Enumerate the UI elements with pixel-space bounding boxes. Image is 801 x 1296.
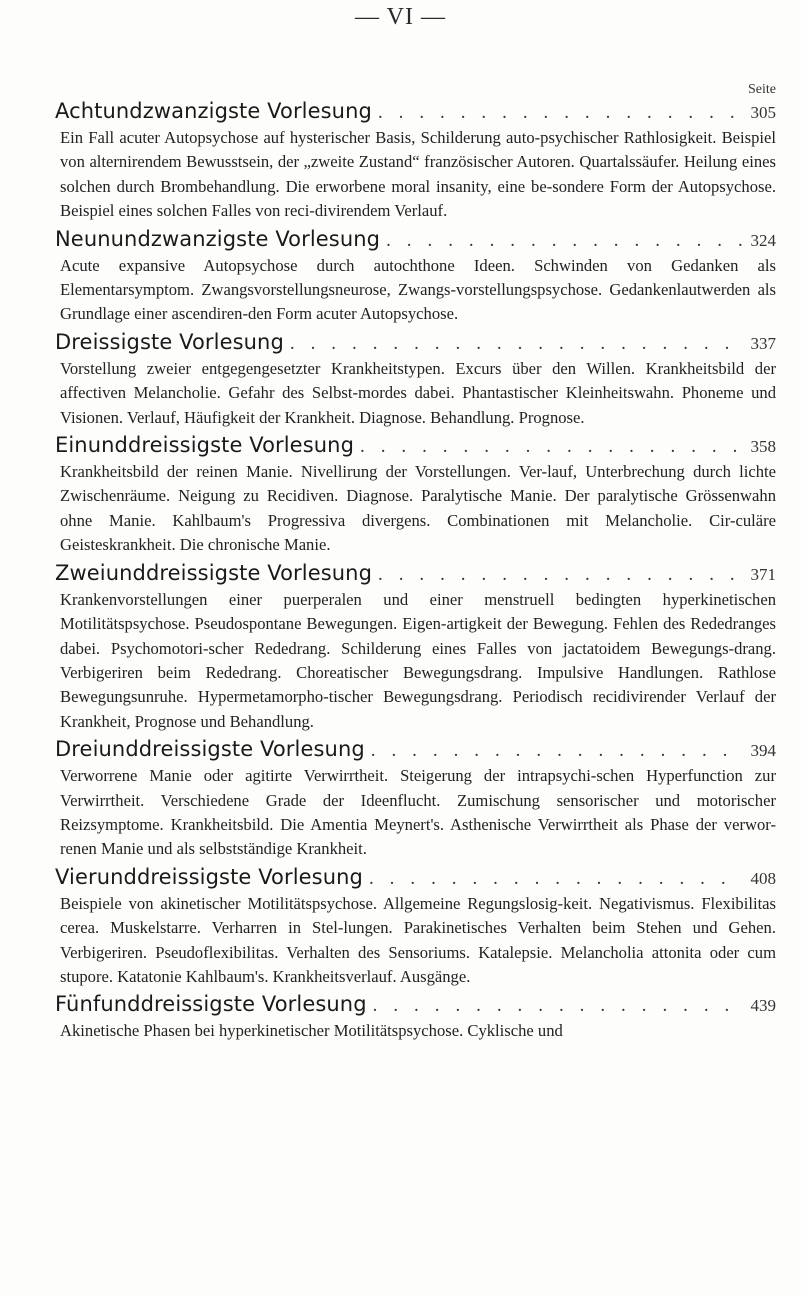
toc-entry [55, 864, 776, 990]
toc-entry [55, 560, 776, 734]
lecture-summary: Akinetische Phasen bei hyperkinetischer Motilitätspsychose. Cyklische und [60, 1021, 563, 1041]
toc-entry-head [55, 329, 776, 357]
page-number: 371 [750, 564, 776, 584]
page-number: 408 [750, 868, 776, 888]
toc-entry [55, 226, 776, 327]
toc-entry-head [55, 991, 776, 1019]
toc-entry [55, 98, 776, 224]
lecture-summary: Krankheitsbild der reinen Manie. Nivellirung der Vorstellungen. Ver-lauf, Unterbrechung durch lichte Zwischenräume. Neigung zu Recidiven. Diagnose. Paralytische Manie. Der paralytische Grössenwahn ohne Manie. Kahlbaum's Progressiva divergens. Combinationen mit Melancholie. Cir-culäre Geisteskrankheit. Die chronische Manie. [60, 462, 776, 555]
lecture-summary: Acute expansive Autopsychose durch autochthone Ideen. Schwinden von Gedanken als Elementarsymptom. Zwangsvorstellungsneurose, Zwangs-vorstellungspsychose. Gedankenlautwerden als Grundlage einer ascendiren-den Form acuter Autopsychose. [60, 255, 776, 324]
page-number: 305 [750, 103, 776, 122]
page-number: 394 [750, 741, 776, 761]
dot-leader [371, 737, 742, 764]
lecture-summary: Vorstellung zweier entgegengesetzter Krankheitstypen. Excurs über den Willen. Krankheitsbild der affectiven Melancholie. Gefahr des Selbst-mordes dabei. Phantastischer Kleinheitswahn. Phoneme und Visionen. Verlauf, Häufigkeit der Krankheit. Diagnose. Behandlung. Prognose. [60, 358, 776, 427]
dot-leader [378, 561, 742, 588]
toc-entry-head [55, 226, 776, 254]
lecture-title: Vierunddreissigste Vorlesung [55, 864, 363, 889]
toc-entry-head [55, 432, 776, 460]
lecture-title: Neunundzwanzigste Vorlesung [55, 226, 381, 251]
lecture-title: Achtundzwanzigste Vorlesung [55, 99, 372, 123]
page-number: 324 [750, 230, 776, 250]
page-number: 337 [750, 333, 776, 353]
lecture-title: Fünfunddreissigste Vorlesung [55, 992, 367, 1017]
page-number: 358 [750, 437, 776, 457]
toc-entry [55, 432, 776, 558]
dot-leader [373, 992, 742, 1019]
dot-leader [378, 99, 742, 126]
toc-entry-head [55, 560, 776, 588]
lecture-title: Einunddreissigste Vorlesung [55, 433, 354, 458]
toc-entry [55, 736, 776, 862]
toc-entry-head [55, 736, 776, 764]
lecture-title: Dreiunddreissigste Vorlesung [55, 737, 365, 762]
lecture-title: Zweiunddreissigste Vorlesung [55, 560, 372, 585]
toc-entry [55, 329, 776, 430]
seite-column-label: Seite [748, 82, 776, 97]
toc-entry-head [55, 864, 776, 892]
table-of-contents [55, 98, 776, 1046]
lecture-title: Dreissigste Vorlesung [55, 329, 284, 354]
dot-leader [369, 865, 742, 892]
toc-entry-head [55, 98, 776, 126]
lecture-summary: Verworrene Manie oder agitirte Verwirrtheit. Steigerung der intrapsychi-schen Hyperfunction zur Verwirrtheit. Verschiedene Grade der Ideenflucht. Zumischung sensorischer und motorischer Reizsymptome. Krankheitsbild. Die Amentia Meynert's. Asthenische Verwirrtheit als Phase der verwor-renen Manie und als selbstständige Krankheit. [60, 766, 776, 859]
lecture-summary: Ein Fall acuter Autopsychose auf hysterischer Basis, Schilderung auto-psychischer Rathlosigkeit. Beispiel von alternirendem Bewusstsein, der „zweite Zustand“ französischer Autoren. Quartalssäufer. Heilung eines solchen durch Brombehandlung. Die erworbene moral insanity, eine be-sondere Form der Autopsychose. Beispiel eines solchen Falles von reci-divirendem Verlauf. [60, 128, 776, 221]
page-number: 439 [750, 996, 776, 1016]
dot-leader [386, 227, 742, 254]
running-head: — VI — [355, 4, 446, 30]
dot-leader [290, 330, 742, 357]
lecture-summary: Krankenvorstellungen einer puerperalen und einer menstruell bedingten hyperkinetischen Motilitätspsychose. Pseudospontane Bewegungen. Eigen-artigkeit der Bewegung. Fehlen des Rededranges dabei. Psychomotori-scher Rededrang. Schilderung eines Falles von jactatoidem Bewegungs-drang. Verbigeriren beim Rededrang. Choreatischer Bewegungsdrang. Impulsive Handlungen. Rathlose Bewegungsunruhe. Hypermetamorpho-tischer Bewegungsdrang. Periodisch recidivirender Verlauf der Krankheit, Prognose und Behandlung. [60, 589, 776, 731]
toc-entry [55, 991, 776, 1043]
lecture-summary: Beispiele von akinetischer Motilitätspsychose. Allgemeine Regungslosig-keit. Negativismus. Flexibilitas cerea. Muskelstarre. Verharren in Stel-lungen. Parakinetisches Verhalten beim Stehen und Gehen. Verbigeriren. Pseudoflexibilitas. Verhalten des Sensoriums. Katalepsie. Melancholia attonita oder cum stupore. Katatonie Kahlbaum's. Krankheitsverlauf. Ausgänge. [60, 893, 776, 986]
dot-leader [360, 433, 742, 460]
